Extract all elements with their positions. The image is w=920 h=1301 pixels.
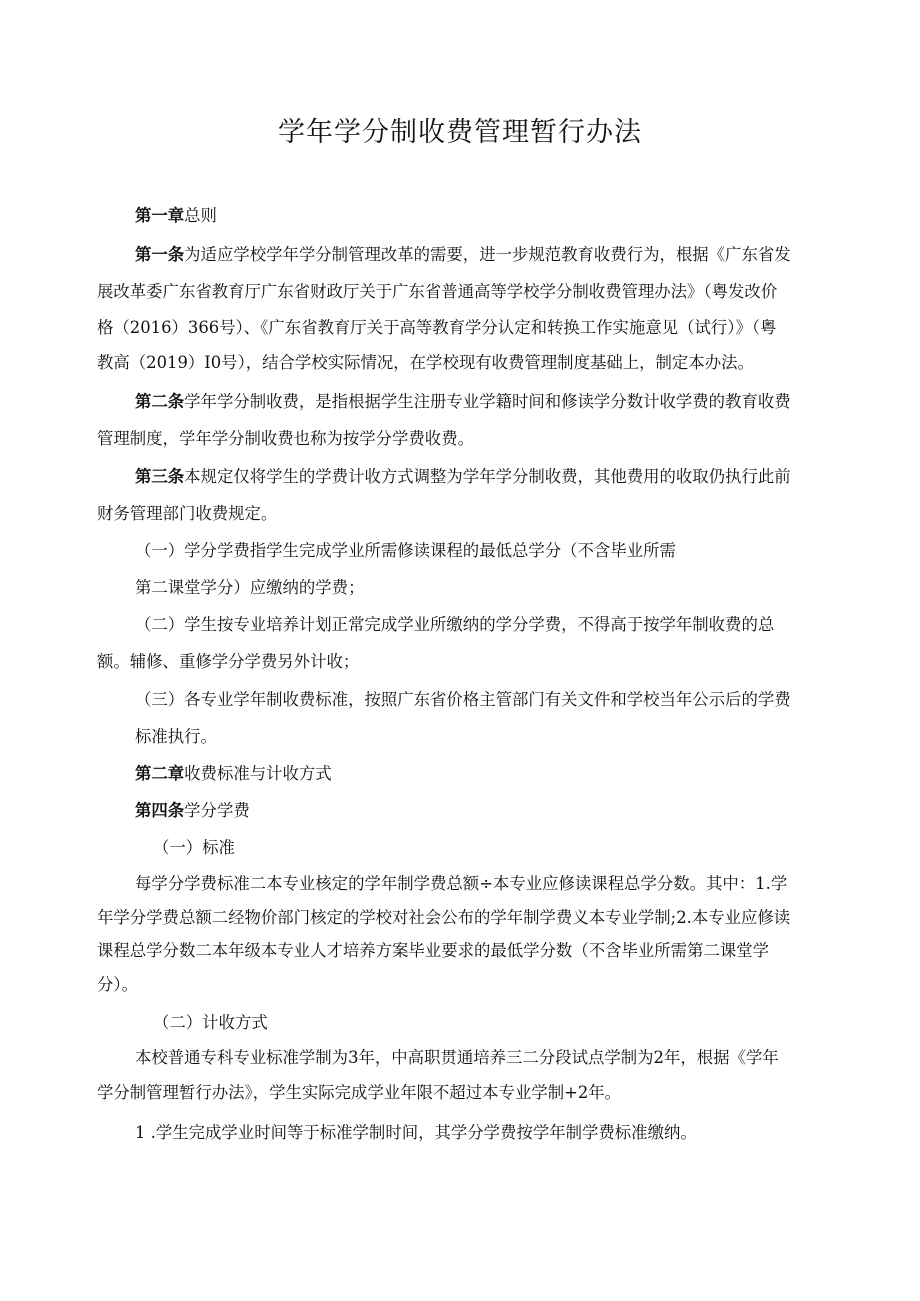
subsection-2-title: （二）计收方式 xyxy=(153,1013,268,1032)
chapter-2-text: 收费标准与计收方式 xyxy=(184,764,332,783)
article-1-label: 第一条 xyxy=(135,245,185,264)
standard-line-4: 分）。 xyxy=(97,975,138,994)
standard-line-1: 每学分学费标准二本专业核定的学年制学费总额÷本专业应修读课程总学分数。其中：1.学 xyxy=(135,874,788,893)
article-1-line-1 xyxy=(135,245,791,265)
article-4-heading xyxy=(135,801,250,821)
item-2-line-1: （二）学生按专业培养计划正常完成学业所缴纳的学分学费，不得高于按学年制收费的总 xyxy=(135,615,775,634)
item-1-line-1: （一）学分学费指学生完成学业所需修读课程的最低总学分（不含毕业所需 xyxy=(135,541,676,560)
item-1-line-2: 第二课堂学分）应缴纳的学费； xyxy=(135,578,365,597)
article-2-line-2: 管理制度，学年学分制收费也称为按学分学费收费。 xyxy=(97,429,474,448)
article-2-text-1: 学年学分制收费，是指根据学生注册专业学籍时间和修读学分数计收学费的教育收费 xyxy=(184,392,791,411)
chapter-2-heading xyxy=(135,764,332,784)
article-3-label: 第三条 xyxy=(135,467,185,486)
chapter-1-label: 第一章 xyxy=(135,206,185,225)
method-line-2: 学分制管理暂行办法》，学生实际完成学业年限不超过本专业学制+2年。 xyxy=(97,1083,622,1102)
article-1-line-2: 展改革委广东省教育厅广东省财政厅关于广东省普通高等学校学分制收费管理办法》（粤发改价 xyxy=(97,282,778,301)
article-2-label: 第二条 xyxy=(135,392,185,411)
standard-line-3: 课程总学分数二本年级本专业人才培养方案毕业要求的最低学分数（不含毕业所需第二课堂学 xyxy=(97,941,770,960)
item-2-line-2: 额。辅修、重修学分学费另外计收； xyxy=(97,652,360,671)
article-1-line-3: 格（2016）366号）、《广东省教育厅关于高等教育学分认定和转换工作实施意见（试行）》（粤 xyxy=(97,318,777,337)
chapter-2-label: 第二章 xyxy=(135,764,185,783)
method-line-1: 本校普通专科专业标准学制为3年，中高职贯通培养三二分段试点学制为2年，根据《学年 xyxy=(135,1048,779,1067)
article-4-text: 学分学费 xyxy=(184,801,250,820)
chapter-1-text: 总则 xyxy=(184,206,217,225)
article-3-line-2: 财务管理部门收费规定。 xyxy=(97,504,278,523)
chapter-1-heading xyxy=(135,206,217,226)
article-2-line-1 xyxy=(135,392,791,412)
article-1-text-1: 为适应学校学年学分制管理改革的需要，进一步规范教育收费行为，根据《广东省发 xyxy=(184,245,791,264)
point-1: 1 .学生完成学业时间等于标准学制时间，其学分学费按学年制学费标准缴纳。 xyxy=(135,1123,697,1142)
article-4-label: 第四条 xyxy=(135,801,185,820)
article-1-line-4: 教高（2019）I0号），结合学校实际情况，在学校现有收费管理制度基础上，制定本办法。 xyxy=(97,353,754,372)
article-3-line-1 xyxy=(135,467,791,487)
subsection-1-title: （一）标准 xyxy=(153,838,235,857)
document-title: 学年学分制收费管理暂行办法 xyxy=(278,117,642,148)
item-3-line-1: （三）各专业学年制收费标准，按照广东省价格主管部门有关文件和学校当年公示后的学费 xyxy=(135,690,791,709)
standard-line-2: 年学分学费总额二经物价部门核定的学校对社会公布的学年制学费义本专业学制;2.本专业应修读 xyxy=(97,908,791,927)
item-3-line-2: 标准执行。 xyxy=(135,727,217,746)
article-3-text-1: 本规定仅将学生的学费计收方式调整为学年学分制收费，其他费用的收取仍执行此前 xyxy=(184,467,791,486)
